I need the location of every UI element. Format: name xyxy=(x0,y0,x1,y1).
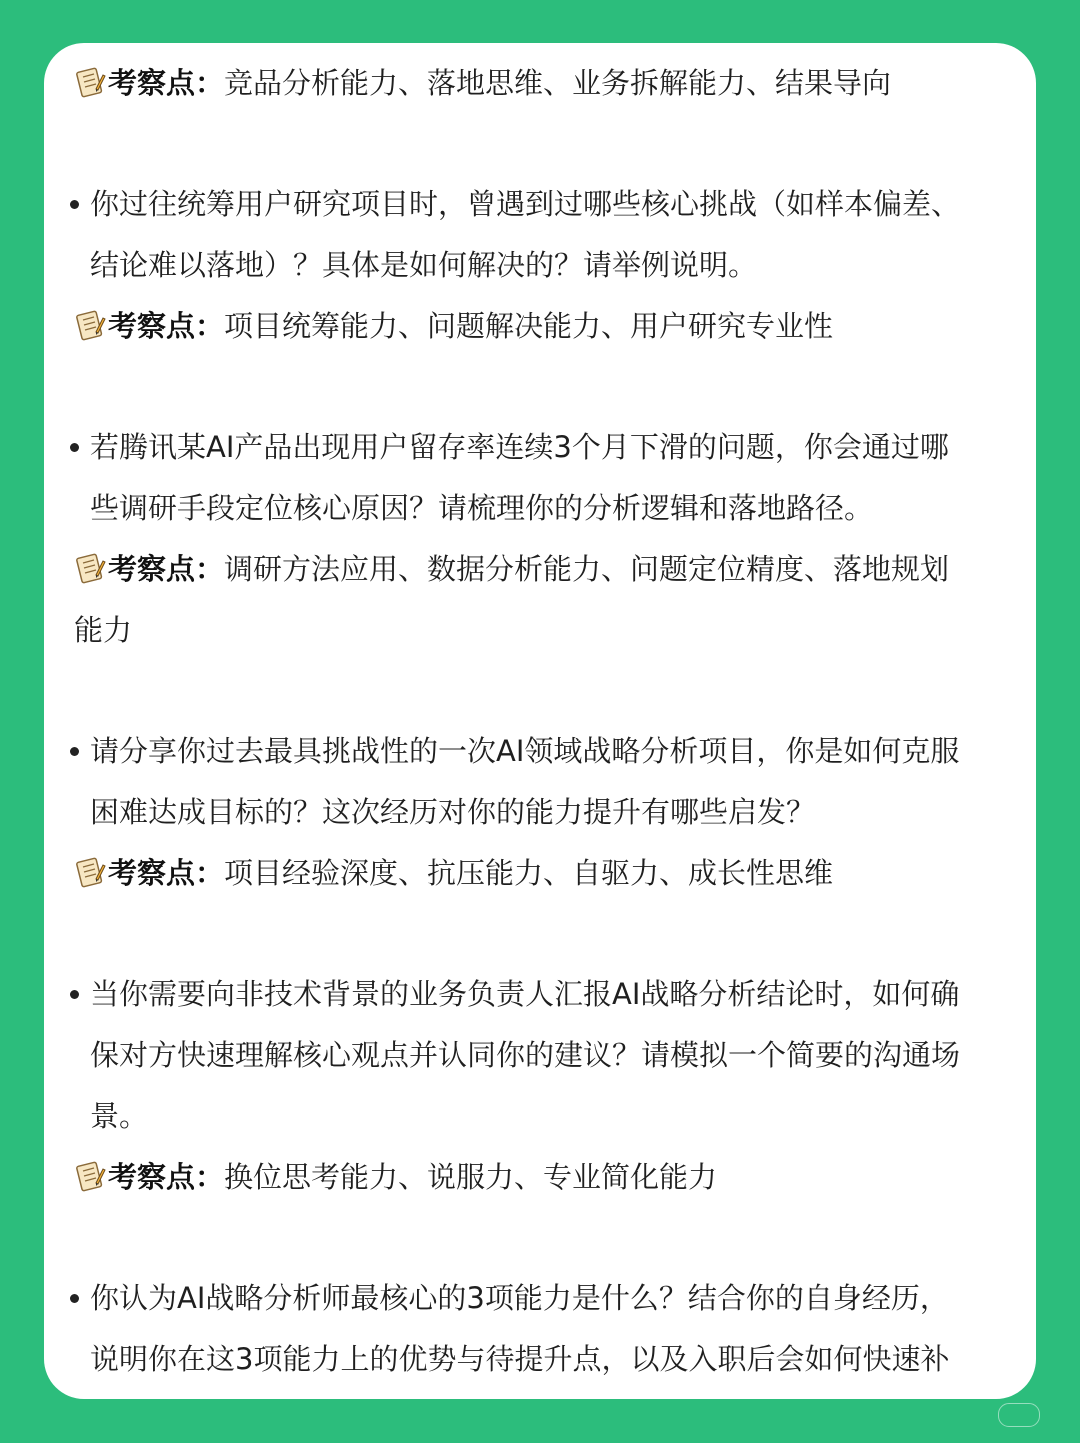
bullet-dot xyxy=(70,990,79,999)
memo-icon xyxy=(74,544,106,576)
question-item xyxy=(74,417,1010,539)
memo-icon xyxy=(74,848,106,880)
memo-icon xyxy=(74,58,106,90)
memo-icon xyxy=(74,301,106,333)
watermark-badge xyxy=(998,1403,1040,1427)
question-line: 若腾讯某AI产品出现用户留存率连续3个月下滑的问题，你会通过哪 xyxy=(90,430,949,464)
question-item xyxy=(74,721,1010,843)
question-line: 说明你在这3项能力上的优势与待提升点，以及入职后会如何快速补 xyxy=(90,1342,950,1376)
assessment-point xyxy=(74,539,1010,600)
bullet-dot xyxy=(70,1294,79,1303)
bullet-dot xyxy=(70,200,79,209)
question-line: 保对方快速理解核心观点并认同你的建议？请模拟一个简要的沟通场 xyxy=(90,1038,961,1072)
assessment-text: 换位思考能力、说服力、专业简化能力 xyxy=(224,1160,718,1194)
assessment-text: 项目经验深度、抗压能力、自驱力、成长性思维 xyxy=(224,856,834,890)
assessment-text-continued: 能力 xyxy=(74,613,133,647)
assessment-text: 竞品分析能力、落地思维、业务拆解能力、结果导向 xyxy=(224,66,892,100)
assessment-label: 考察点： xyxy=(108,66,225,100)
assessment-label: 考察点： xyxy=(108,856,225,890)
question-item xyxy=(74,964,1010,1147)
content xyxy=(74,53,1010,1390)
question-line: 些调研手段定位核心原因？请梳理你的分析逻辑和落地路径。 xyxy=(90,491,874,525)
bullet-dot xyxy=(70,443,79,452)
question-line: 你过往统筹用户研究项目时，曾遇到过哪些核心挑战（如样本偏差、 xyxy=(90,187,961,221)
question-line: 困难达成目标的？这次经历对你的能力提升有哪些启发？ xyxy=(90,795,816,829)
question-line: 景。 xyxy=(90,1099,149,1133)
memo-icon xyxy=(74,1152,106,1184)
assessment-label: 考察点： xyxy=(108,309,225,343)
question-item xyxy=(74,1268,1010,1390)
bullet-dot xyxy=(70,747,79,756)
assessment-point xyxy=(74,1147,1010,1208)
question-line: 你认为AI战略分析师最核心的3项能力是什么？结合你的自身经历， xyxy=(90,1281,949,1315)
assessment-point xyxy=(74,53,1010,114)
assessment-label: 考察点： xyxy=(108,552,225,586)
question-line: 结论难以落地）？具体是如何解决的？请举例说明。 xyxy=(90,248,758,282)
assessment-point xyxy=(74,843,1010,904)
assessment-text: 项目统筹能力、问题解决能力、用户研究专业性 xyxy=(224,309,834,343)
question-line: 当你需要向非技术背景的业务负责人汇报AI战略分析结论时，如何确 xyxy=(90,977,960,1011)
question-line: 请分享你过去最具挑战性的一次AI领域战略分析项目，你是如何克服 xyxy=(90,734,960,768)
content-card xyxy=(44,43,1036,1399)
assessment-text: 调研方法应用、数据分析能力、问题定位精度、落地规划 xyxy=(224,552,950,586)
question-item xyxy=(74,174,1010,296)
assessment-point xyxy=(74,296,1010,357)
assessment-label: 考察点： xyxy=(108,1160,225,1194)
